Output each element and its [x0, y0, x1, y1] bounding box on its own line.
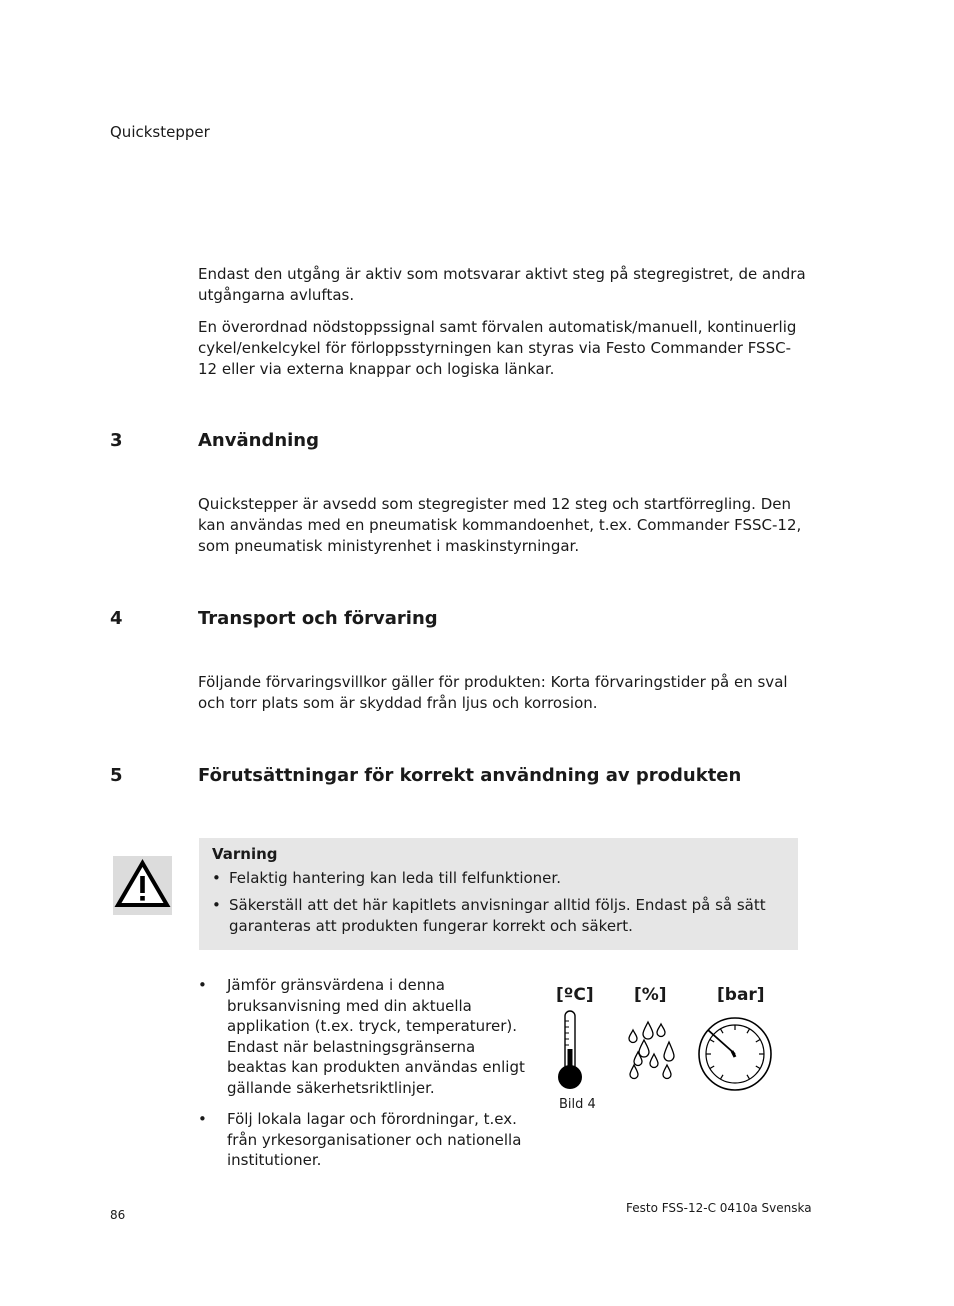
- temperature-label: [ºC]: [556, 985, 594, 1005]
- intro-paragraph-2: En överordnad nödstoppssignal samt förvalen automatisk/manuell, kontinuerlig cykel/enkelcykel för förloppsstyrningen kan styras via Festo Commander FSSC-12 eller via externa knappar och logiska länkar.: [198, 318, 797, 378]
- running-header: Quickstepper: [110, 123, 210, 141]
- figure-caption: Bild 4: [559, 1097, 596, 1112]
- bullet: •: [198, 976, 207, 994]
- warning-item: • Säkerställ att det här kapitlets anvisningar alltid följs. Endast på så sätt garanteras att produkten fungerar korrekt och säkert.: [212, 896, 766, 935]
- droplets-icon: [624, 1018, 680, 1084]
- section-3-number: 3: [110, 430, 123, 451]
- section-4-title: Transport och förvaring: [198, 608, 438, 629]
- section-3-title: Användning: [198, 430, 320, 451]
- pressure-gauge-icon: [696, 1017, 774, 1091]
- warning-triangle-icon: [113, 856, 172, 915]
- humidity-label: [%]: [634, 985, 667, 1005]
- section-5-number: 5: [110, 765, 123, 786]
- page-number: 86: [110, 1208, 126, 1222]
- section-5-title: Förutsättningar för korrekt användning av produkten: [198, 765, 742, 786]
- list-item: • Jämför gränsvärdena i denna bruksanvisning med din aktuella applikation (t.ex. tryck, temperaturer). Endast när belastningsgränserna beaktas kan produkten användas enligt gällande säkerhetsriktlinjer.: [198, 976, 525, 1097]
- section-3-text: Quickstepper är avsedd som stegregister med 12 steg och startförregling. Den kan användas med en pneumatisk kommandoenhet, t.ex. Commander FSSC-12, som pneumatisk ministyrenhet i maskinstyrningar.: [198, 495, 802, 555]
- section-4-text: Följande förvaringsvillkor gäller för produkten: Korta förvaringstider på en sval och torr plats som är skyddad från ljus och korrosion.: [198, 673, 788, 712]
- warning-icon-box: [113, 856, 172, 915]
- warning-title: Varning: [212, 845, 278, 863]
- pressure-label: [bar]: [717, 985, 765, 1005]
- thermometer-icon: [550, 1005, 590, 1097]
- bullet: •: [198, 1110, 207, 1128]
- intro-paragraph-1: Endast den utgång är aktiv som motsvarar aktivt steg på stegregistret, de andra utgångarna avluftas.: [198, 265, 806, 304]
- list-item: • Följ lokala lagar och förordningar, t.ex. från yrkesorganisationer och nationella institutioner.: [198, 1110, 522, 1169]
- section-4-number: 4: [110, 608, 123, 629]
- warning-item: • Felaktig hantering kan leda till felfunktioner.: [212, 869, 561, 887]
- bullet: •: [212, 869, 221, 887]
- document-id: Festo FSS-12-C 0410a Svenska: [626, 1201, 812, 1215]
- bullet: •: [212, 896, 221, 914]
